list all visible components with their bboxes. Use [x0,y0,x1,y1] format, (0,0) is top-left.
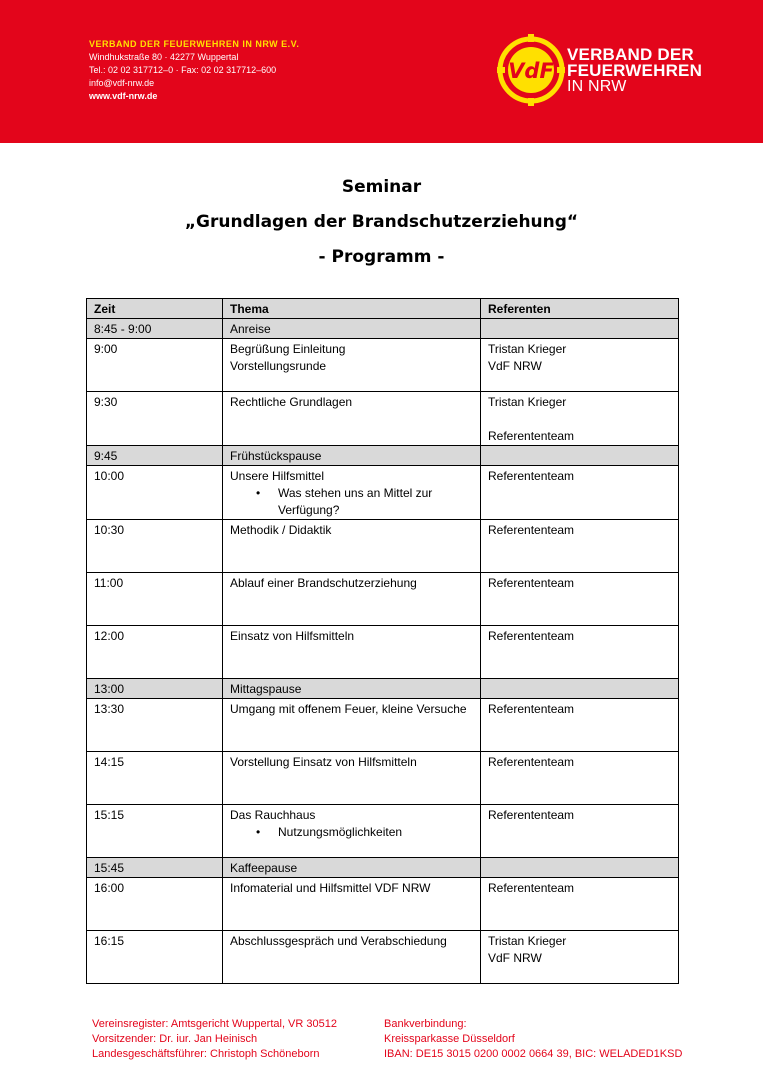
row-time: 15:15 [87,805,223,858]
row-speakers: Referententeam [481,466,679,520]
table-row-pause [87,679,679,699]
table-header-row [87,299,679,319]
table-row [87,699,679,752]
row-speakers [481,392,679,446]
row-time: 11:00 [87,573,223,626]
row-topic [223,339,481,392]
logo-wordmark [567,47,702,95]
row-time: 9:45 [87,446,223,466]
row-time: 16:00 [87,878,223,931]
speaker: Referententeam [488,429,575,443]
vdf-emblem-icon [497,34,565,106]
row-topic: Ablauf einer Brandschutzerziehung [223,573,481,626]
row-topic: Kaffeepause [223,858,481,878]
speaker: Tristan Krieger [488,342,567,356]
table-row [87,392,679,446]
speaker: Tristan Krieger [488,395,567,409]
table-row-pause [87,446,679,466]
table-row [87,931,679,984]
column-header-topic: Thema [223,299,481,319]
footer-iban: IBAN: DE15 3015 0200 0002 0664 39, BIC: WELADED1KSD [384,1048,683,1060]
logo-mark: VdF [508,59,554,83]
speaker: VdF NRW [488,359,542,373]
row-topic: Abschlussgespräch und Verabschiedung [223,931,481,984]
row-speakers: Referententeam [481,878,679,931]
org-email[interactable]: info@vdf-nrw.de [89,78,155,88]
row-topic: Rechtliche Grundlagen [223,392,481,446]
footer-manager: Landesgeschäftsführer: Christoph Schöneborn [92,1048,320,1060]
column-header-speakers: Referenten [481,299,679,319]
speaker: Tristan Krieger [488,934,567,948]
header-band [0,0,763,143]
logo-line-2: FEUERWEHREN [567,61,703,80]
table-row [87,626,679,679]
title-line-3: - Programm - [318,247,445,267]
row-topic [223,805,481,858]
document-title [0,170,763,275]
row-topic-line: Das Rauchhaus [230,808,316,822]
row-time: 13:30 [87,699,223,752]
bullet-item: • Nutzungsmöglichkeiten [256,824,473,841]
bullet-item: • Was stehen uns an Mittel zur Verfügung? [256,485,473,519]
org-contact-block [89,38,299,103]
row-time: 8:45 - 9:00 [87,319,223,339]
row-topic: Anreise [223,319,481,339]
row-topic: Umgang mit offenem Feuer, kleine Versuche [223,699,481,752]
table-row [87,520,679,573]
row-topic-line: Begrüßung Einleitung [230,342,346,356]
vdf-logo [497,34,717,106]
title-line-2: „Grundlagen der Brandschutzerziehung“ [184,212,579,232]
row-topic: Mittagspause [223,679,481,699]
row-time: 12:00 [87,626,223,679]
table-row [87,466,679,520]
row-speakers: Referententeam [481,520,679,573]
logo-line-1: VERBAND DER [567,45,694,64]
org-address: Windhukstraße 80 · 42277 Wuppertal [89,52,239,62]
row-topic: Einsatz von Hilfsmitteln [223,626,481,679]
row-time: 15:45 [87,858,223,878]
table-row [87,805,679,858]
row-speakers [481,679,679,699]
row-speakers [481,319,679,339]
row-speakers: Referententeam [481,573,679,626]
row-speakers [481,931,679,984]
logo-line-3: IN NRW [567,78,627,95]
table-row-pause [87,319,679,339]
row-time: 13:00 [87,679,223,699]
column-header-time: Zeit [87,299,223,319]
table-row [87,339,679,392]
table-row [87,573,679,626]
row-speakers: Referententeam [481,699,679,752]
row-time: 9:00 [87,339,223,392]
table-row-pause [87,858,679,878]
row-topic-line: Vorstellungsrunde [230,359,327,373]
row-topic: Vorstellung Einsatz von Hilfsmitteln [223,752,481,805]
program-table [86,298,679,984]
table-row [87,752,679,805]
footer-bank-label: Bankverbindung: [384,1018,467,1030]
row-topic-line: Unsere Hilfsmittel [230,469,325,483]
row-time: 10:30 [87,520,223,573]
row-time: 9:30 [87,392,223,446]
speaker: VdF NRW [488,951,542,965]
row-time: 14:15 [87,752,223,805]
row-topic: Infomaterial und Hilfsmittel VDF NRW [223,878,481,931]
org-website[interactable]: www.vdf-nrw.de [89,91,158,101]
title-line-1: Seminar [341,177,422,197]
row-speakers: Referententeam [481,805,679,858]
table-row [87,878,679,931]
footer-bank-name: Kreissparkasse Düsseldorf [384,1033,515,1045]
org-phone: Tel.: 02 02 317712–0 · Fax: 02 02 317712–600 [89,65,277,75]
footer-registry-block [92,1017,337,1062]
row-topic: Methodik / Didaktik [223,520,481,573]
row-time: 16:15 [87,931,223,984]
row-speakers [481,858,679,878]
row-speakers: Referententeam [481,626,679,679]
row-time: 10:00 [87,466,223,520]
footer-registry: Vereinsregister: Amtsgericht Wuppertal, VR 30512 [92,1018,337,1030]
row-speakers [481,339,679,392]
org-name: VERBAND DER FEUERWEHREN IN NRW E.V. [89,39,300,49]
row-topic: Frühstückspause [223,446,481,466]
row-topic [223,466,481,520]
footer-chairman: Vorsitzender: Dr. iur. Jan Heinisch [92,1033,258,1045]
row-speakers [481,446,679,466]
row-speakers: Referententeam [481,752,679,805]
footer-bank-block [384,1017,682,1062]
